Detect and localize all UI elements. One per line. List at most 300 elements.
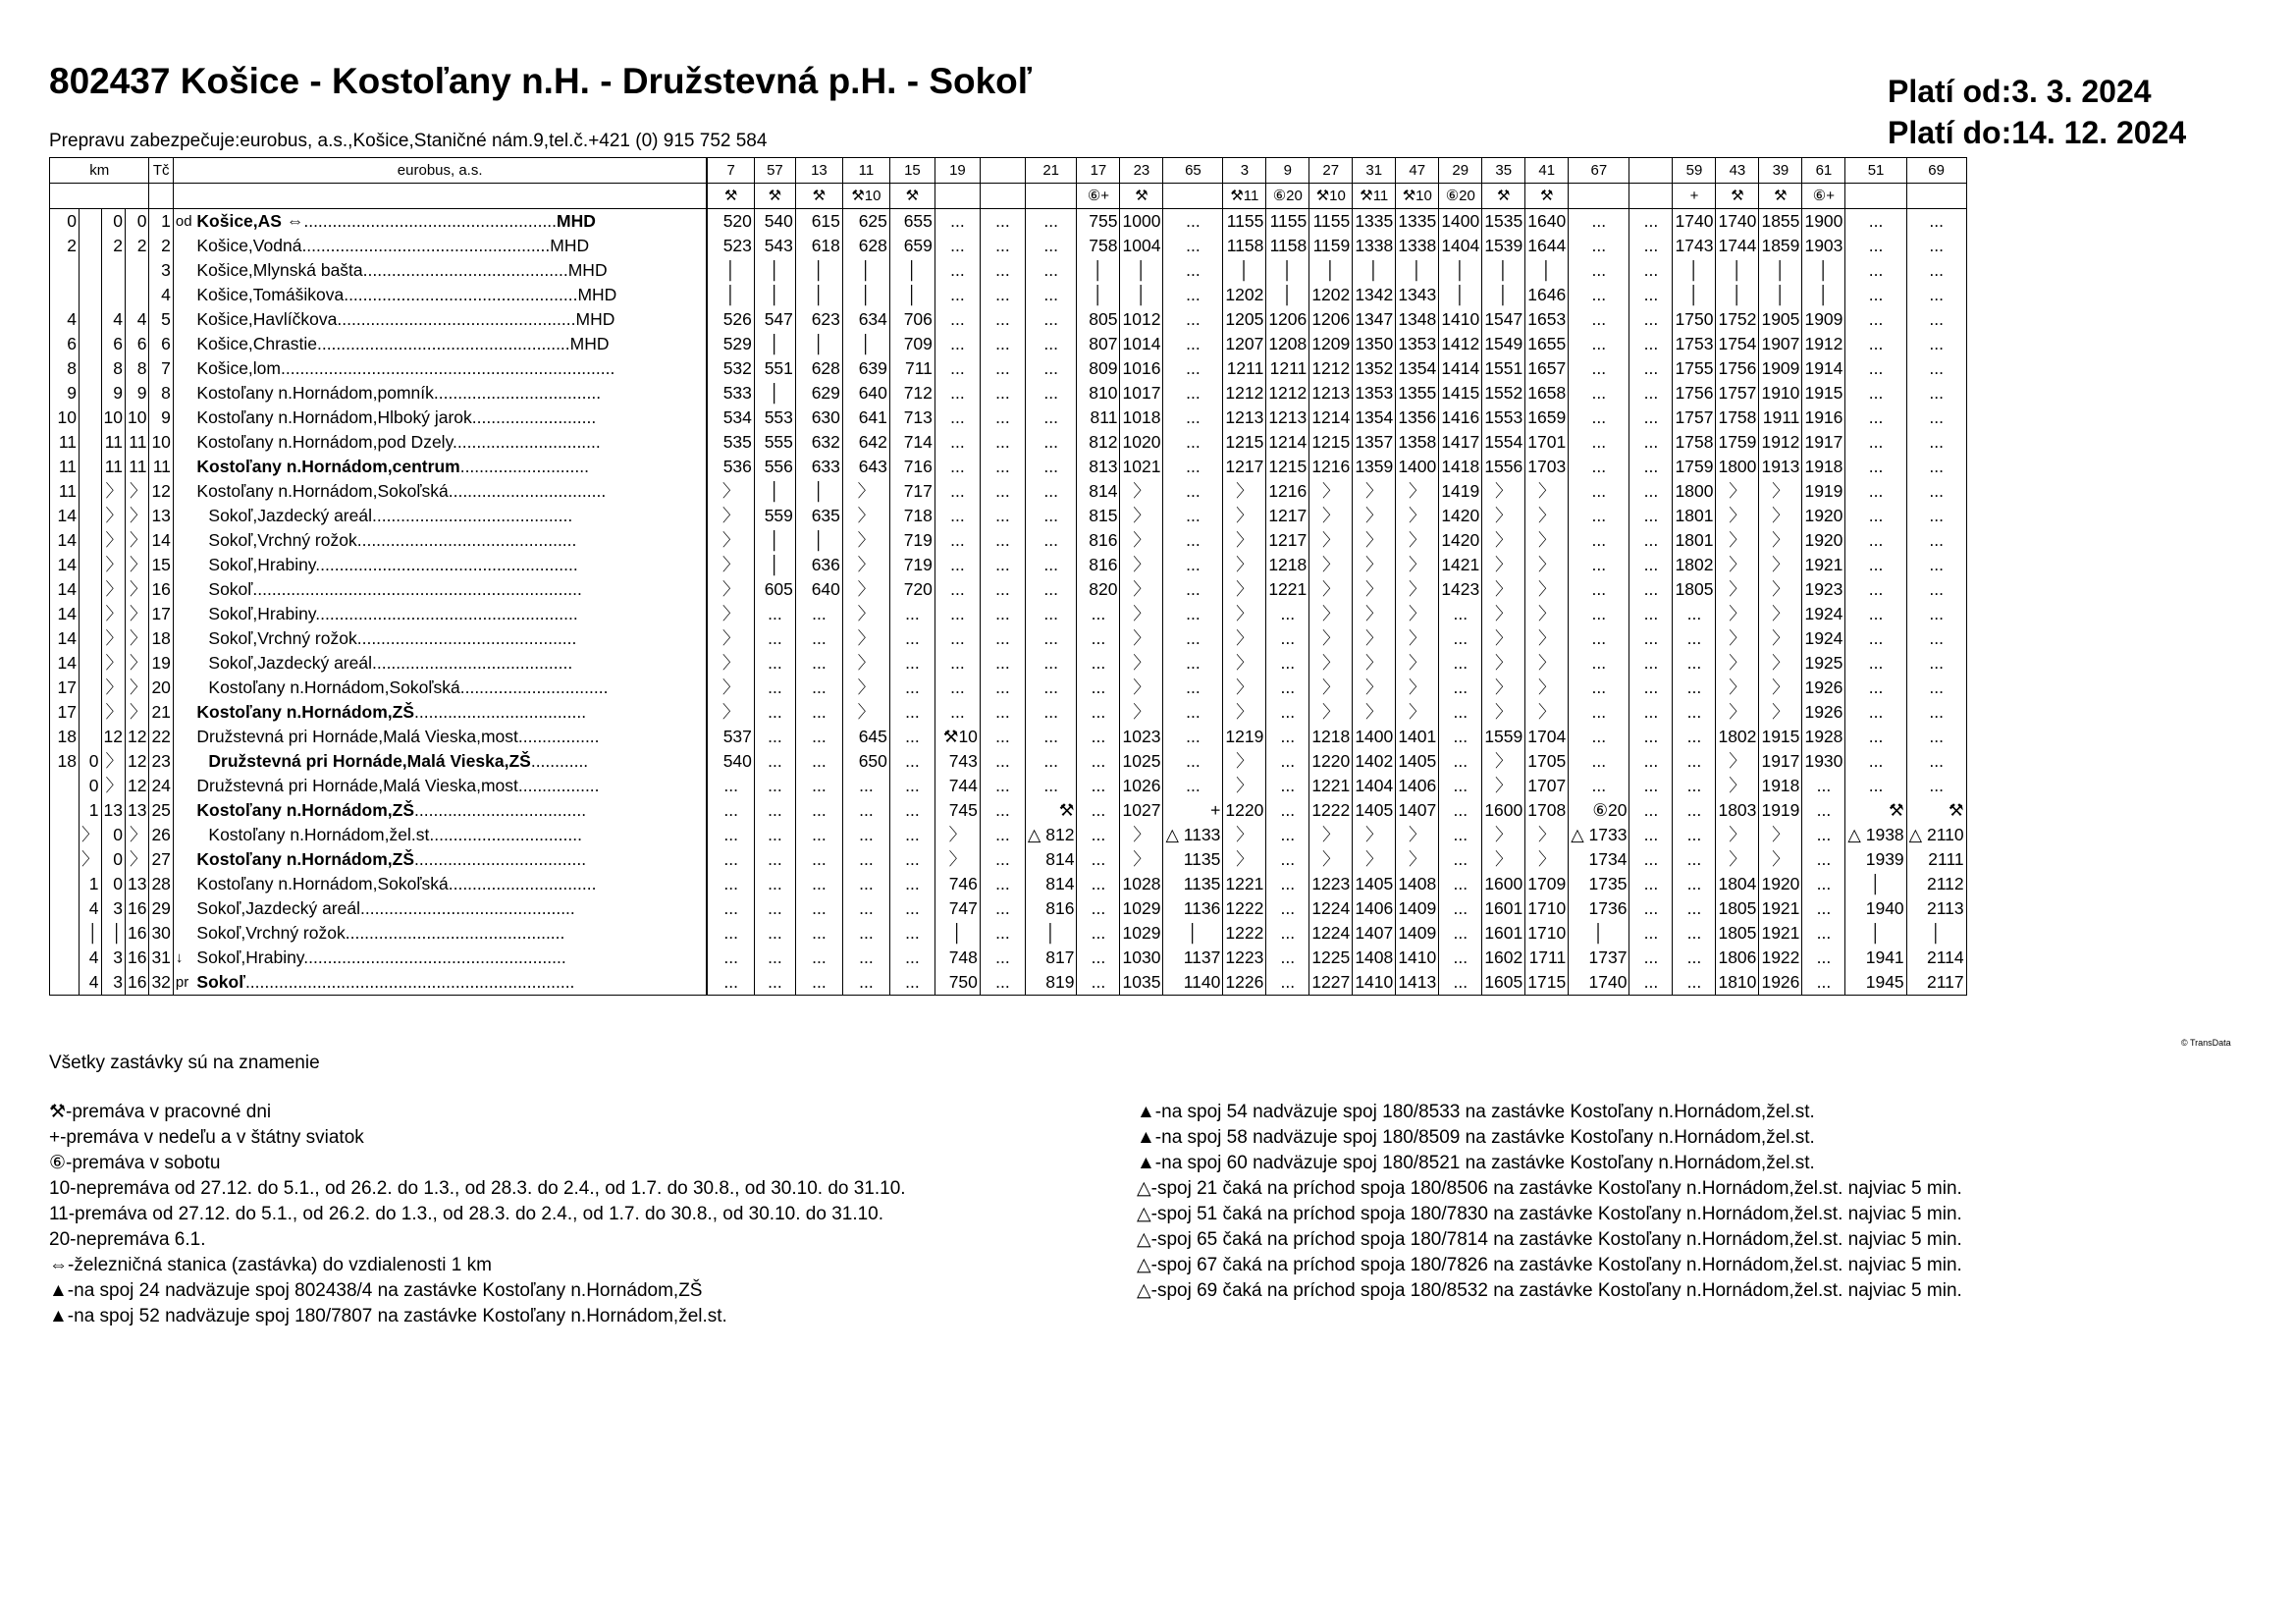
time-cell: ... (1845, 700, 1906, 725)
time-cell: 1754 (1716, 332, 1759, 356)
time-cell: 〉 (1716, 504, 1759, 528)
table-row (50, 798, 1967, 823)
time-cell: ... (980, 602, 1025, 626)
km-cell: 8 (125, 356, 148, 381)
time-cell: 1014 (1120, 332, 1163, 356)
time-cell: 1910 (1759, 381, 1802, 406)
time-cell: ... (889, 970, 934, 996)
time-cell: 1416 (1439, 406, 1482, 430)
direction-mark (173, 307, 194, 332)
km-cell (80, 234, 102, 258)
table-row (50, 749, 1967, 774)
time-cell: ... (1439, 626, 1482, 651)
time-cell: ... (1845, 626, 1906, 651)
stop-name-cell (194, 626, 707, 651)
km-cell (80, 700, 102, 725)
km-cell (80, 528, 102, 553)
km-cell: 4 (101, 307, 125, 332)
tc-cell: 18 (149, 626, 173, 651)
leader-dots: ................................................. (344, 285, 578, 304)
time-cell: │ (1482, 283, 1525, 307)
time-cell: 〉 (842, 479, 889, 504)
time-cell: 1804 (1716, 872, 1759, 896)
time-cell: ... (934, 651, 980, 676)
time-cell: ... (1569, 479, 1629, 504)
km-cell: 16 (125, 946, 148, 970)
trip-symbol: ⑥+ (1802, 184, 1845, 209)
footnote: ⚒-premáva v pracovné dni (49, 1102, 272, 1122)
time-cell: ... (1163, 700, 1223, 725)
time-cell: 〉 (1396, 651, 1439, 676)
time-cell: 1017 (1120, 381, 1163, 406)
time-cell: │ (842, 332, 889, 356)
time-cell: 1155 (1266, 209, 1309, 235)
stop-name: Košice,Chrastie (196, 334, 317, 353)
time-cell: 1217 (1266, 504, 1309, 528)
km-cell: 〉 (125, 823, 148, 847)
stop-name: Kostoľany n.Hornádom,ZŠ (196, 800, 415, 820)
tc-cell: 32 (149, 970, 173, 996)
km-cell: 2 (50, 234, 80, 258)
time-cell: 1750 (1673, 307, 1716, 332)
stop-name-cell (194, 258, 707, 283)
trip-symbol: ⑥+ (1077, 184, 1120, 209)
time-cell: 〉 (1120, 602, 1163, 626)
km-cell (80, 209, 102, 235)
table-row (50, 406, 1967, 430)
time-cell: 1740 (1673, 209, 1716, 235)
time-cell: 〉 (1525, 577, 1569, 602)
km-cell: 11 (101, 430, 125, 455)
time-cell: 〉 (1353, 847, 1396, 872)
km-cell: 10 (101, 406, 125, 430)
time-cell: ... (1077, 823, 1120, 847)
footnote: △-spoj 65 čaká na príchod spoja 180/7814 na zastávke Kostoľany n.Hornádom,žel.st. najviac 5 min. (1137, 1229, 1962, 1250)
time-cell: 1658 (1525, 381, 1569, 406)
time-cell: 1209 (1309, 332, 1353, 356)
trip-number: 61 (1802, 158, 1845, 184)
time-cell: 〉 (1120, 651, 1163, 676)
time-cell: 1212 (1309, 356, 1353, 381)
time-cell: 〉 (1525, 553, 1569, 577)
table-row (50, 283, 1967, 307)
km-cell: 11 (50, 455, 80, 479)
time-cell: ... (1845, 479, 1906, 504)
time-cell: 〉 (1120, 577, 1163, 602)
time-cell: ... (1629, 307, 1673, 332)
time-cell: 1701 (1525, 430, 1569, 455)
time-cell: │ (1077, 258, 1120, 283)
time-cell: 〉 (707, 651, 754, 676)
time-cell: │ (754, 553, 795, 577)
time-cell: 718 (889, 504, 934, 528)
time-cell: ... (1629, 602, 1673, 626)
time-cell: 〉 (842, 553, 889, 577)
footnote: △-spoj 67 čaká na príchod spoja 180/7826 na zastávke Kostoľany n.Hornádom,žel.st. najviac 5 min. (1137, 1255, 1962, 1275)
time-cell: ... (1802, 946, 1845, 970)
time-cell: ... (1077, 749, 1120, 774)
time-cell: 1423 (1439, 577, 1482, 602)
time-cell: │ (1120, 258, 1163, 283)
trip-number (980, 158, 1025, 184)
stop-name: Kostoľany n.Hornádom,pomník (196, 383, 434, 403)
time-cell: 1035 (1120, 970, 1163, 996)
time-cell: │ (889, 258, 934, 283)
time-cell: ... (1629, 651, 1673, 676)
leader-dots: ............................... (459, 677, 609, 697)
time-cell: ... (754, 626, 795, 651)
time-cell: 640 (842, 381, 889, 406)
time-cell: 1919 (1802, 479, 1845, 504)
time-cell: ... (980, 406, 1025, 430)
time-cell: ⚒ (1845, 798, 1906, 823)
time-cell: ... (707, 774, 754, 798)
time-cell: 1413 (1396, 970, 1439, 996)
time-cell: ... (1266, 823, 1309, 847)
time-cell: 1711 (1525, 946, 1569, 970)
time-cell: ... (1845, 504, 1906, 528)
km-cell: 13 (125, 798, 148, 823)
time-cell: 〉 (707, 553, 754, 577)
time-cell: ... (1163, 455, 1223, 479)
time-cell: 816 (1077, 528, 1120, 553)
time-cell: 1926 (1802, 700, 1845, 725)
time-cell: ... (1673, 602, 1716, 626)
time-cell: ... (1906, 381, 1966, 406)
time-cell: 〉 (1353, 676, 1396, 700)
time-cell: 〉 (1353, 626, 1396, 651)
time-cell: 1212 (1266, 381, 1309, 406)
time-cell: 〉 (1482, 479, 1525, 504)
timetable (49, 157, 1967, 996)
time-cell: 641 (842, 406, 889, 430)
time-cell: ... (1629, 406, 1673, 430)
time-cell: ... (1673, 921, 1716, 946)
time-cell: │ (795, 283, 842, 307)
time-cell: 1353 (1353, 381, 1396, 406)
time-cell: 1556 (1482, 455, 1525, 479)
time-cell: 713 (889, 406, 934, 430)
km-cell (80, 455, 102, 479)
time-cell: 1559 (1482, 725, 1525, 749)
leader-dots: ........................... (459, 457, 589, 476)
time-cell: ... (1077, 626, 1120, 651)
stop-name-cell (194, 676, 707, 700)
time-cell: 1402 (1353, 749, 1396, 774)
trip-symbol: ⚒11 (1353, 184, 1396, 209)
stop-name: Kostoľany n.Hornádom,žel.st. (208, 825, 435, 844)
time-cell: ... (980, 725, 1025, 749)
stop-suffix: MHD (557, 211, 596, 231)
time-cell: 〉 (1759, 479, 1802, 504)
time-cell: 1912 (1759, 430, 1802, 455)
time-cell: 1939 (1845, 847, 1906, 872)
time-cell: 〉 (1120, 700, 1163, 725)
stop-name-cell (194, 823, 707, 847)
time-cell: ... (1845, 528, 1906, 553)
time-cell: 1158 (1223, 234, 1266, 258)
time-cell: ... (1906, 725, 1966, 749)
time-cell: 1338 (1396, 234, 1439, 258)
time-cell: 1547 (1482, 307, 1525, 332)
time-cell: 555 (754, 430, 795, 455)
time-cell: ... (1673, 823, 1716, 847)
time-cell: ... (1077, 847, 1120, 872)
stop-name: Sokoľ,Jazdecký areál (208, 653, 372, 673)
time-cell: 1016 (1120, 356, 1163, 381)
km-cell: 2 (125, 234, 148, 258)
km-cell: 16 (125, 921, 148, 946)
time-cell: 716 (889, 455, 934, 479)
time-cell: │ (795, 332, 842, 356)
time-cell: 1915 (1759, 725, 1802, 749)
stop-name: Kostoľany n.Hornádom,ZŠ (196, 702, 415, 722)
time-cell: 523 (707, 234, 754, 258)
time-cell: 〉 (1525, 479, 1569, 504)
time-cell: ... (754, 847, 795, 872)
km-cell: 11 (125, 455, 148, 479)
time-cell: 1758 (1716, 406, 1759, 430)
time-cell: 1755 (1673, 356, 1716, 381)
km-cell: 16 (125, 970, 148, 996)
time-cell: 〉 (1716, 823, 1759, 847)
table-row (50, 970, 1967, 996)
time-cell: ... (707, 847, 754, 872)
km-cell (125, 283, 148, 307)
direction-mark (173, 651, 194, 676)
time-cell: 1021 (1120, 455, 1163, 479)
time-cell: 1923 (1802, 577, 1845, 602)
time-cell: 1553 (1482, 406, 1525, 430)
time-cell: ... (1077, 921, 1120, 946)
time-cell: ... (707, 823, 754, 847)
tc-cell: 27 (149, 847, 173, 872)
time-cell: 〉 (1525, 676, 1569, 700)
time-cell: 1029 (1120, 921, 1163, 946)
km-cell: 〉 (101, 651, 125, 676)
time-cell: ... (1629, 676, 1673, 700)
time-cell: 615 (795, 209, 842, 235)
time-cell: │ (889, 283, 934, 307)
time-cell: ... (1845, 577, 1906, 602)
time-cell: ... (934, 700, 980, 725)
time-cell: ... (889, 651, 934, 676)
time-cell: 1928 (1802, 725, 1845, 749)
tc-cell: 1 (149, 209, 173, 235)
time-cell: ... (1629, 332, 1673, 356)
time-cell: 2111 (1906, 847, 1966, 872)
time-cell: ... (1163, 406, 1223, 430)
stop-name: Kostoľany n.Hornádom,centrum (196, 457, 460, 476)
time-cell: ... (1906, 209, 1966, 235)
time-cell: ... (934, 234, 980, 258)
trip-symbol (934, 184, 980, 209)
time-cell: 659 (889, 234, 934, 258)
time-cell: 747 (934, 896, 980, 921)
km-cell: 〉 (125, 504, 148, 528)
km-cell: 12 (125, 774, 148, 798)
trip-symbol (1569, 184, 1629, 209)
time-cell: ... (842, 823, 889, 847)
leader-dots: ...................................................................... (281, 358, 615, 378)
stop-name-cell (194, 872, 707, 896)
trip-number: 17 (1077, 158, 1120, 184)
time-cell: ... (1629, 528, 1673, 553)
time-cell: ... (980, 970, 1025, 996)
time-cell: 1926 (1802, 676, 1845, 700)
km-cell (80, 676, 102, 700)
direction-mark (173, 332, 194, 356)
time-cell: ... (980, 430, 1025, 455)
time-cell: ... (707, 798, 754, 823)
time-cell: 1905 (1759, 307, 1802, 332)
direction-mark (173, 577, 194, 602)
time-cell: ... (1163, 209, 1223, 235)
time-cell: 605 (754, 577, 795, 602)
time-cell: 〉 (1309, 626, 1353, 651)
km-cell: 3 (101, 896, 125, 921)
time-cell: 1419 (1439, 479, 1482, 504)
time-cell: 529 (707, 332, 754, 356)
stop-suffix: MHD (550, 236, 590, 255)
time-cell: 〉 (1223, 823, 1266, 847)
time-cell: 〉 (1525, 626, 1569, 651)
time-cell: 537 (707, 725, 754, 749)
km-cell (50, 970, 80, 996)
notes-right (1137, 1100, 1962, 1304)
km-cell: 14 (50, 504, 80, 528)
km-cell: 〉 (101, 504, 125, 528)
trip-symbol: + (1673, 184, 1716, 209)
table-row (50, 872, 1967, 896)
time-cell: ... (754, 774, 795, 798)
km-cell: 10 (50, 406, 80, 430)
time-cell: 〉 (1309, 847, 1353, 872)
trip-number: 31 (1353, 158, 1396, 184)
time-cell: ... (795, 946, 842, 970)
time-cell: ... (1569, 234, 1629, 258)
valid-from: Platí od:3. 3. 2024 (1888, 74, 2152, 109)
time-cell: 1924 (1802, 602, 1845, 626)
time-cell: 1214 (1309, 406, 1353, 430)
time-cell: 〉 (1396, 528, 1439, 553)
time-cell: ... (934, 332, 980, 356)
page-title: 802437 Košice - Kostoľany n.H. - Družstevná p.H. - Sokoľ (49, 61, 1033, 101)
table-row (50, 479, 1967, 504)
time-cell: ... (1673, 651, 1716, 676)
direction-mark (173, 896, 194, 921)
time-cell: 〉 (1716, 749, 1759, 774)
time-cell: ... (1077, 725, 1120, 749)
time-cell: 〉 (1223, 504, 1266, 528)
time-cell: 〉 (1759, 700, 1802, 725)
km-cell: 17 (50, 676, 80, 700)
time-cell: ... (1266, 847, 1309, 872)
stop-name-cell (194, 774, 707, 798)
time-cell: ... (795, 676, 842, 700)
footnote: ▲-na spoj 54 nadväzuje spoj 180/8533 na zastávke Kostoľany n.Hornádom,žel.st. (1137, 1102, 1815, 1122)
direction-mark (173, 602, 194, 626)
stop-name-cell (194, 307, 707, 332)
time-cell: ... (980, 356, 1025, 381)
time-cell: 1418 (1439, 455, 1482, 479)
time-cell: ... (1439, 602, 1482, 626)
trip-number: 39 (1759, 158, 1802, 184)
time-cell: 1911 (1759, 406, 1802, 430)
stop-name: Košice,AS ⇔ (196, 211, 304, 231)
km-cell: 〉 (125, 676, 148, 700)
time-cell: ... (1673, 725, 1716, 749)
time-cell: ... (1025, 356, 1077, 381)
time-cell: ... (1077, 700, 1120, 725)
stop-name: Sokoľ,Hrabiny (208, 604, 316, 623)
time-cell: │ (1906, 921, 1966, 946)
time-cell: ... (1673, 847, 1716, 872)
time-cell: 805 (1077, 307, 1120, 332)
stop-suffix: MHD (569, 334, 610, 353)
time-cell: ... (754, 798, 795, 823)
time-cell: ... (1802, 872, 1845, 896)
time-cell: 1211 (1266, 356, 1309, 381)
time-cell: ... (1077, 946, 1120, 970)
time-cell: ... (1673, 970, 1716, 996)
time-cell: ... (1163, 626, 1223, 651)
time-cell: 1211 (1223, 356, 1266, 381)
km-cell: 1 (80, 872, 102, 896)
time-cell: 1213 (1309, 381, 1353, 406)
time-cell: ... (1802, 798, 1845, 823)
time-cell: 1600 (1482, 872, 1525, 896)
time-cell: │ (1482, 258, 1525, 283)
time-cell: ... (1569, 626, 1629, 651)
time-cell: 1401 (1396, 725, 1439, 749)
direction-mark (173, 823, 194, 847)
stop-name: Sokoľ,Jazdecký areál (208, 506, 372, 525)
time-cell: ... (1569, 283, 1629, 307)
time-cell: 〉 (1482, 823, 1525, 847)
time-cell: 1350 (1353, 332, 1396, 356)
trip-number: 3 (1223, 158, 1266, 184)
time-cell: │ (1439, 258, 1482, 283)
time-cell: ... (1802, 896, 1845, 921)
time-cell: 534 (707, 406, 754, 430)
time-cell: 〉 (1353, 823, 1396, 847)
time-cell: △ 2110 (1906, 823, 1966, 847)
trip-number: 41 (1525, 158, 1569, 184)
time-cell: 〉 (842, 528, 889, 553)
time-cell: 1653 (1525, 307, 1569, 332)
time-cell: ... (842, 896, 889, 921)
time-cell: ... (1906, 626, 1966, 651)
time-cell: ... (1906, 455, 1966, 479)
stop-name: Košice,lom (196, 358, 281, 378)
time-cell: 719 (889, 528, 934, 553)
tc-cell: 12 (149, 479, 173, 504)
time-cell: 536 (707, 455, 754, 479)
km-cell: 11 (101, 455, 125, 479)
time-cell: 711 (889, 356, 934, 381)
time-cell: ... (1025, 577, 1077, 602)
time-cell: ... (1906, 553, 1966, 577)
time-cell: 〉 (1223, 847, 1266, 872)
time-cell: ... (934, 455, 980, 479)
stop-name-cell (194, 234, 707, 258)
time-cell: 758 (1077, 234, 1120, 258)
time-cell: ... (1906, 602, 1966, 626)
km-cell: 〉 (80, 847, 102, 872)
trip-number: 43 (1716, 158, 1759, 184)
time-cell: ... (1629, 872, 1673, 896)
